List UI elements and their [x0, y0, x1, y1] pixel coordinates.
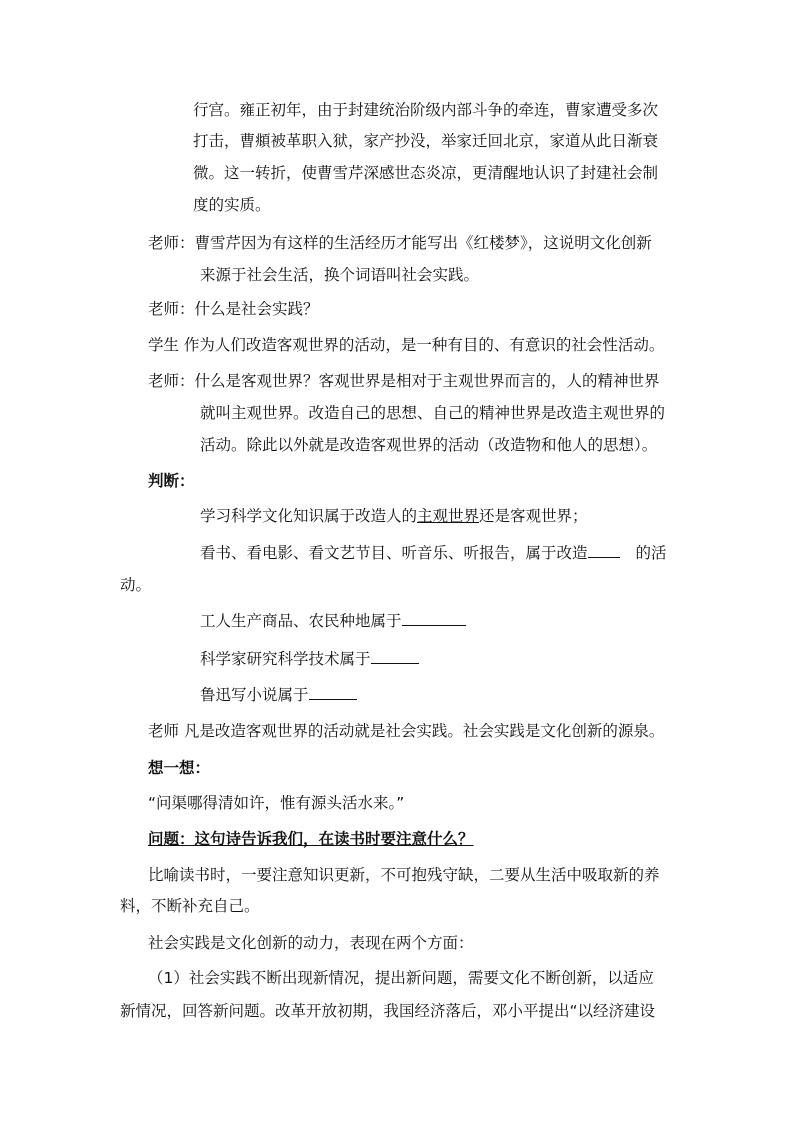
fill-blank — [588, 542, 620, 558]
paragraph-line: 动。 — [120, 576, 152, 594]
fill-blank — [402, 610, 466, 626]
judge-item-text: 的活 — [635, 544, 667, 562]
judge-item-3 — [200, 610, 466, 632]
paragraph-line: 新情况，回答新问题。改革开放初期，我国经济落后，邓小平提出“以经济建设 — [120, 1002, 656, 1020]
think-heading: 想一想： — [148, 759, 211, 777]
paragraph-line: 活动。除此以外就是改造客观世界的活动（改造物和他人的思想）。 — [200, 436, 658, 454]
paragraph-line: 来源于社会生活，换个词语叫社会实践。 — [200, 266, 480, 284]
paragraph-line: 打击，曹頫被革职入狱，家产抄没，举家迁回北京，家道从此日渐衰 — [193, 132, 659, 150]
teacher-line: 老师：什么是客观世界？客观世界是相对于主观世界而言的，人的精神世界 — [148, 372, 660, 390]
judge-item-text: 鲁迅写小说属于 — [200, 686, 309, 704]
paragraph-line: 就叫主观世界。改造自己的思想、自己的精神世界是改造主观世界的 — [200, 404, 666, 422]
teacher-line: 老师 凡是改造客观世界的活动就是社会实践。社会实践是文化创新的源泉。 — [148, 722, 665, 740]
judge-item-text: 科学家研究科学技术属于 — [200, 650, 371, 668]
paragraph-line: 料，不断补充自己。 — [120, 897, 260, 915]
paragraph-line: 行宫。雍正初年，由于封建统治阶级内部斗争的牵连，曹家遭受多次 — [193, 101, 659, 119]
poem-quote: “问渠哪得清如许，惟有源头活水来。” — [148, 794, 405, 812]
judge-item-text: 学习科学文化知识属于改造人的 — [200, 507, 418, 525]
teacher-question: 老师：什么是社会实践？ — [148, 300, 319, 318]
judge-item-2 — [200, 542, 667, 564]
judge-item-4 — [200, 648, 419, 670]
paragraph-line: 度的实质。 — [193, 196, 271, 214]
underlined-term: 主观世界 — [417, 507, 480, 525]
paragraph-line: 微。这一转折，使曹雪芹深感世态炎凉，更清醒地认识了封建社会制 — [193, 164, 659, 182]
judge-item-1 — [200, 505, 588, 527]
judge-item-text: 工人生产商品、农民种地属于 — [200, 612, 402, 630]
judge-item-5 — [200, 684, 357, 706]
judge-heading: 判断： — [148, 472, 195, 490]
teacher-line: 老师：曹雪芹因为有这样的生活经历才能写出《红楼梦》，这说明文化创新 — [148, 234, 652, 252]
paragraph-line: （1）社会实践不断出现新情况，提出新问题，需要文化不断创新，以适应 — [148, 969, 654, 987]
paragraph-line: 社会实践是文化创新的动力，表现在两个方面： — [148, 934, 474, 952]
student-answer: 学生 作为人们改造客观世界的活动，是一种有目的、有意识的社会性活动。 — [148, 336, 665, 354]
fill-blank — [309, 684, 357, 700]
paragraph-line: 比喻读书时，一要注意知识更新，不可抱残守缺，二要从生活中吸取新的养 — [148, 866, 660, 884]
judge-item-text: 还是客观世界； — [479, 507, 588, 525]
question-heading: 问题：这句诗告诉我们，在读书时要注意什么？ — [148, 830, 474, 848]
fill-blank — [371, 648, 419, 664]
judge-item-text: 看书、看电影、看文艺节目、听音乐、听报告，属于改造 — [200, 544, 588, 562]
